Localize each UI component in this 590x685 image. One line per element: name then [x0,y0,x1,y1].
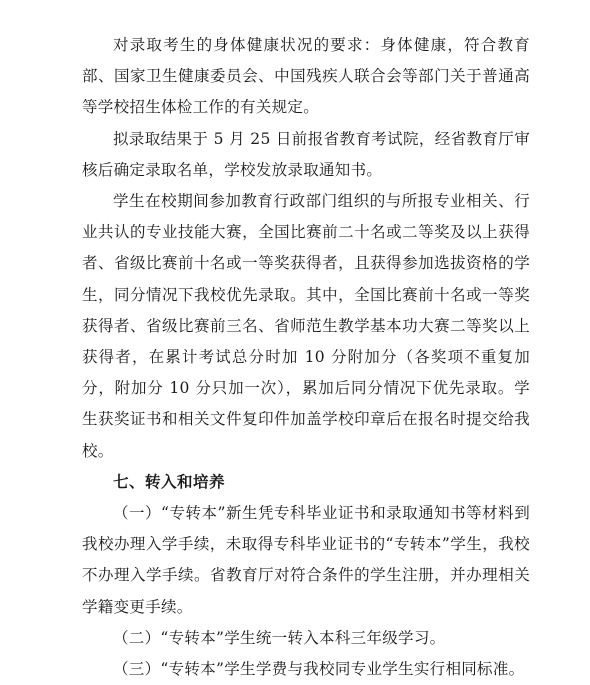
paragraph-health-requirements: 对录取考生的身体健康状况的要求：身体健康，符合教育部、国家卫生健康委员会、中国残疾人联合会等部门关于普通高等学校招生体检工作的有关规定。 [82,36,530,117]
section-heading: 七、转入和培养 [113,472,226,491]
paragraph-grade-placement: （二）“专转本”学生统一转入本科三年级学习。 [113,628,446,647]
paragraph-admission-results: 拟录取结果于 5 月 25 日前报省教育考试院，经省教育厅审核后确定录取名单，学校发放录取通知书。 [82,129,530,179]
paragraph-skills-competition: 学生在校期间参加教育行政部门组织的与所报专业相关、行业共认的专业技能大赛，全国比赛前二十名或二等奖及以上获得者、省级比赛前十名或一等奖获得者，且获得参加选拔资格的学生，同分情况下我校优先录取。其中，全国比赛前十名或一等奖获得者、省级比赛前三名、省师范生教学基本功大赛二等奖以上获得者，在累计考试总分时加 10 分附加分（各奖项不重复加分，附加分 10 分只加一次），累加后同分情况下优先录取。学生获奖证书和相关文件复印件加盖学校印章后在报名时提交给我校。 [82,192,530,460]
paragraph-tuition-standard: （三）“专转本”学生学费与我校同专业学生实行相同标准。 [113,660,525,679]
paragraph-enrollment-procedures: （一）“专转本”新生凭专科毕业证书和录取通知书等材料到我校办理入学手续，未取得专科毕业证书的“专转本”学生，我校不办理入学手续。省教育厅对符合条件的学生注册，并办理相关学籍变更手续。 [82,504,530,616]
